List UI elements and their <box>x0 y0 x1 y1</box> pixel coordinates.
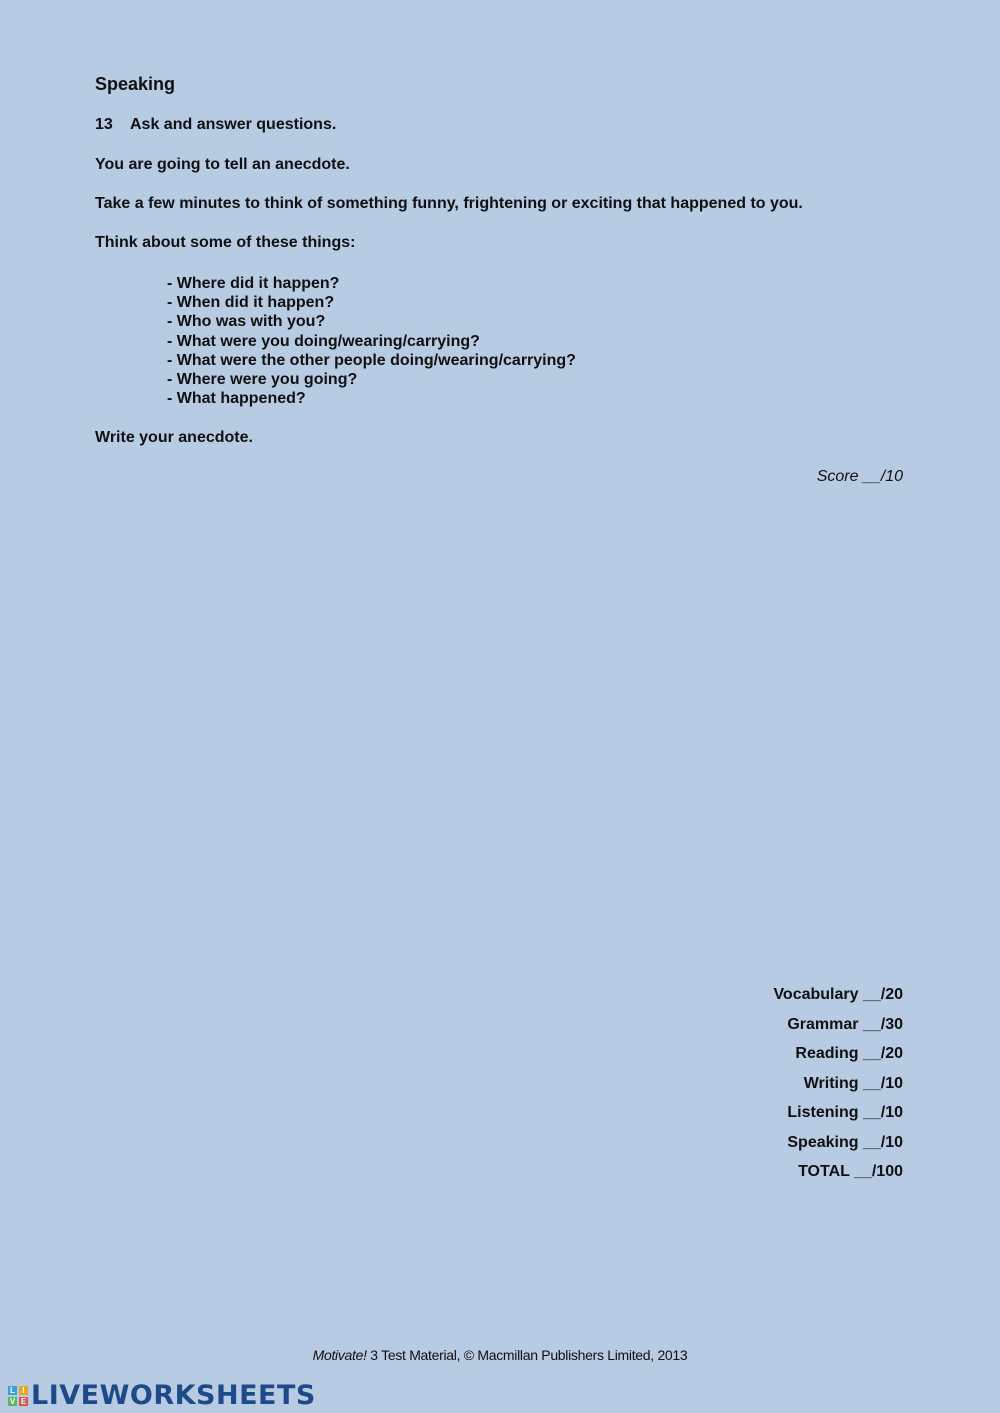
total-overall: TOTAL __/100 <box>798 1163 903 1180</box>
logo-tile: L <box>8 1386 17 1395</box>
list-item: - What were you doing/wearing/carrying? <box>167 332 480 350</box>
footer-text: 3 Test Material, © Macmillan Publishers Limited, 2013 <box>366 1347 688 1363</box>
logo-tile: E <box>20 1396 27 1406</box>
copyright-footer <box>0 1347 1000 1363</box>
task-line <box>95 116 336 134</box>
total-reading: Reading __/20 <box>795 1045 903 1062</box>
task-instruction: Ask and answer questions. <box>130 116 337 133</box>
question-list <box>167 274 576 408</box>
list-item: - Where did it happen? <box>167 275 340 292</box>
closing-instruction: Write your anecdote. <box>95 429 253 446</box>
logo-tile: V <box>9 1396 16 1406</box>
section-heading: Speaking <box>95 74 176 94</box>
total-writing: Writing __/10 <box>803 1074 903 1092</box>
task-number: 13 <box>95 116 113 133</box>
total-grammar: Grammar __/30 <box>787 1015 903 1033</box>
score-label: Score __/10 <box>816 468 903 485</box>
prompt-paragraph: Take a few minutes to think of something funny, frightening or exciting that happened to you. <box>95 195 803 212</box>
total-speaking: Speaking __/10 <box>787 1133 903 1151</box>
totals-list <box>773 980 903 1187</box>
brand-wordmark: LIVEWORKSHEETS <box>31 1380 316 1411</box>
list-item: - Where were you going? <box>167 371 358 389</box>
list-item: - What happened? <box>167 390 306 408</box>
list-item: - Who was with you? <box>167 313 326 331</box>
liveworksheets-logo-icon <box>8 1386 28 1406</box>
total-listening: Listening __/10 <box>787 1104 903 1121</box>
intro-paragraph: You are going to tell an anecdote. <box>95 156 350 173</box>
footer-title: Motivate! <box>312 1347 367 1363</box>
liveworksheets-brand[interactable] <box>8 1380 316 1411</box>
logo-tile: I <box>19 1386 28 1395</box>
list-item: - What were the other people doing/wearing/carrying? <box>167 351 576 369</box>
total-vocabulary: Vocabulary __/20 <box>773 986 903 1003</box>
list-item: - When did it happen? <box>167 294 335 312</box>
think-about-paragraph: Think about some of these things: <box>95 234 356 251</box>
